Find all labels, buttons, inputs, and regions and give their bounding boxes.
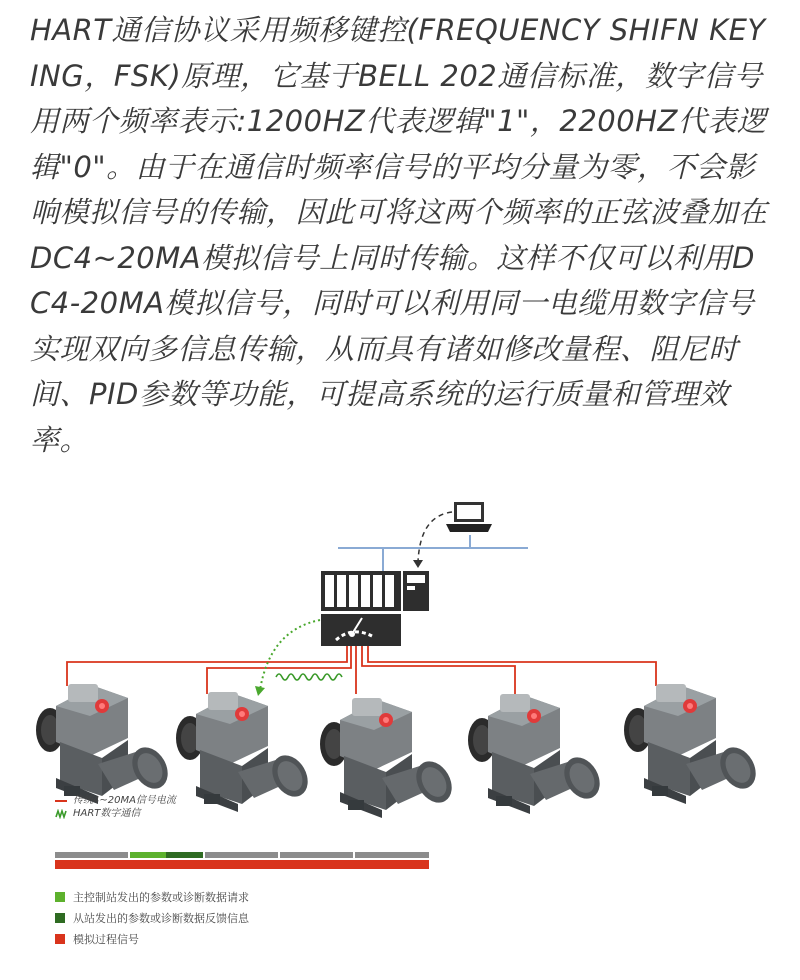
hart-wave-icon — [276, 674, 342, 680]
green-wave-icon — [55, 809, 67, 819]
description-paragraph: HART通信协议采用频移键控(FREQUENCY SHIFN KEYING，FSK)原理，它基于BELL 202通信标准，数字信号用两个频率表示:1200HZ代表逻辑"1"，2200HZ代表逻辑"0"。由于在通信时频率信号的平均分量为零，不会影响模拟信号的传输，因此可将这两个频率的正弦波叠加在DC4~20MA模拟信号上同时传输。这样不仅可以利用DC4-20MA模拟信号，同时可以利用同一电缆用数字信号实现双向多信息传输，从而具有诸如修改量程、阻尼时间、PID参数等功能，可提高系统的运行质量和管理效率。 — [30, 13, 768, 457]
legend-item: 从站发出的参数或诊断数据反馈信息 — [55, 907, 249, 928]
analog-wires — [67, 646, 656, 698]
laptop-icon — [446, 502, 492, 532]
hart-diagram — [0, 480, 800, 900]
legend-hart: HART数字通信 — [55, 807, 176, 820]
signal-legend — [55, 794, 176, 820]
controller-icon — [321, 571, 429, 646]
darkgreen-square-icon — [55, 913, 65, 923]
green-square-icon — [55, 892, 65, 902]
red-line-icon — [55, 800, 67, 802]
legend-item: 主控制站发出的参数或诊断数据请求 — [55, 886, 249, 907]
legend-item: 模拟过程信号 — [55, 928, 249, 949]
red-square-icon — [55, 934, 65, 944]
legend-analog: 传统4~20MA信号电流 — [55, 794, 176, 807]
block-legend — [55, 886, 249, 949]
signal-bar — [55, 852, 429, 869]
